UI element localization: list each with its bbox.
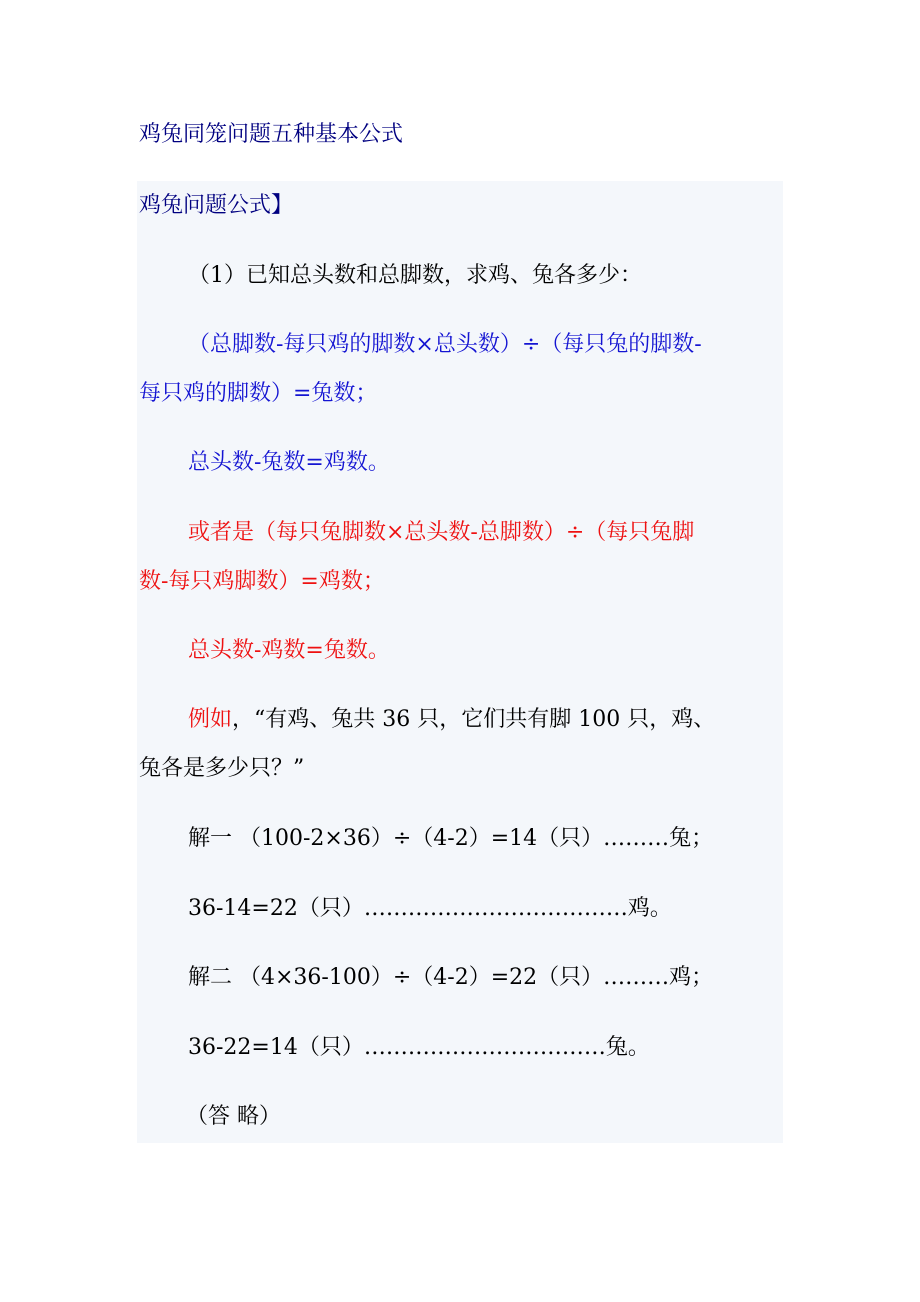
solution1-line2: 36-14=22（只）………………………………鸡。 [188,896,672,921]
formula-red-line2: 数-每只鸡脚数）=鸡数； [139,569,385,594]
section-heading: 鸡兔问题公式】 [139,193,294,218]
solution2-line2: 36-22=14（只）……………………………兔。 [188,1035,650,1060]
example-line2: 兔各是多少只？” [139,756,305,781]
formula-blue-line3: 总头数-兔数=鸡数。 [188,450,390,475]
solution1-line1: 解一 （100-2×36）÷（4-2）=14（只）………兔； [188,826,714,851]
formula-blue-line1: （总脚数-每只鸡的脚数×总头数）÷（每只兔的脚数- [188,332,702,357]
formula-red-line3: 总头数-鸡数=兔数。 [188,638,390,663]
content-panel [137,181,783,1143]
page-title: 鸡兔同笼问题五种基本公式 [139,122,404,147]
example-line1 [188,704,715,736]
solution2-line1: 解二 （4×36-100）÷（4-2）=22（只）………鸡； [188,965,714,990]
answer-note: （答 略） [186,1104,281,1129]
formula-blue-line2: 每只鸡的脚数）=兔数； [139,381,378,406]
case1-heading: （1）已知总头数和总脚数，求鸡、兔各多少： [188,263,642,288]
formula-red-line1: 或者是（每只兔脚数×总头数-总脚数）÷（每只兔脚 [188,520,695,545]
example-label: 例如 [188,707,233,732]
example-text: ，“有鸡、兔共 36 只，它们共有脚 100 只，鸡、 [232,707,716,732]
